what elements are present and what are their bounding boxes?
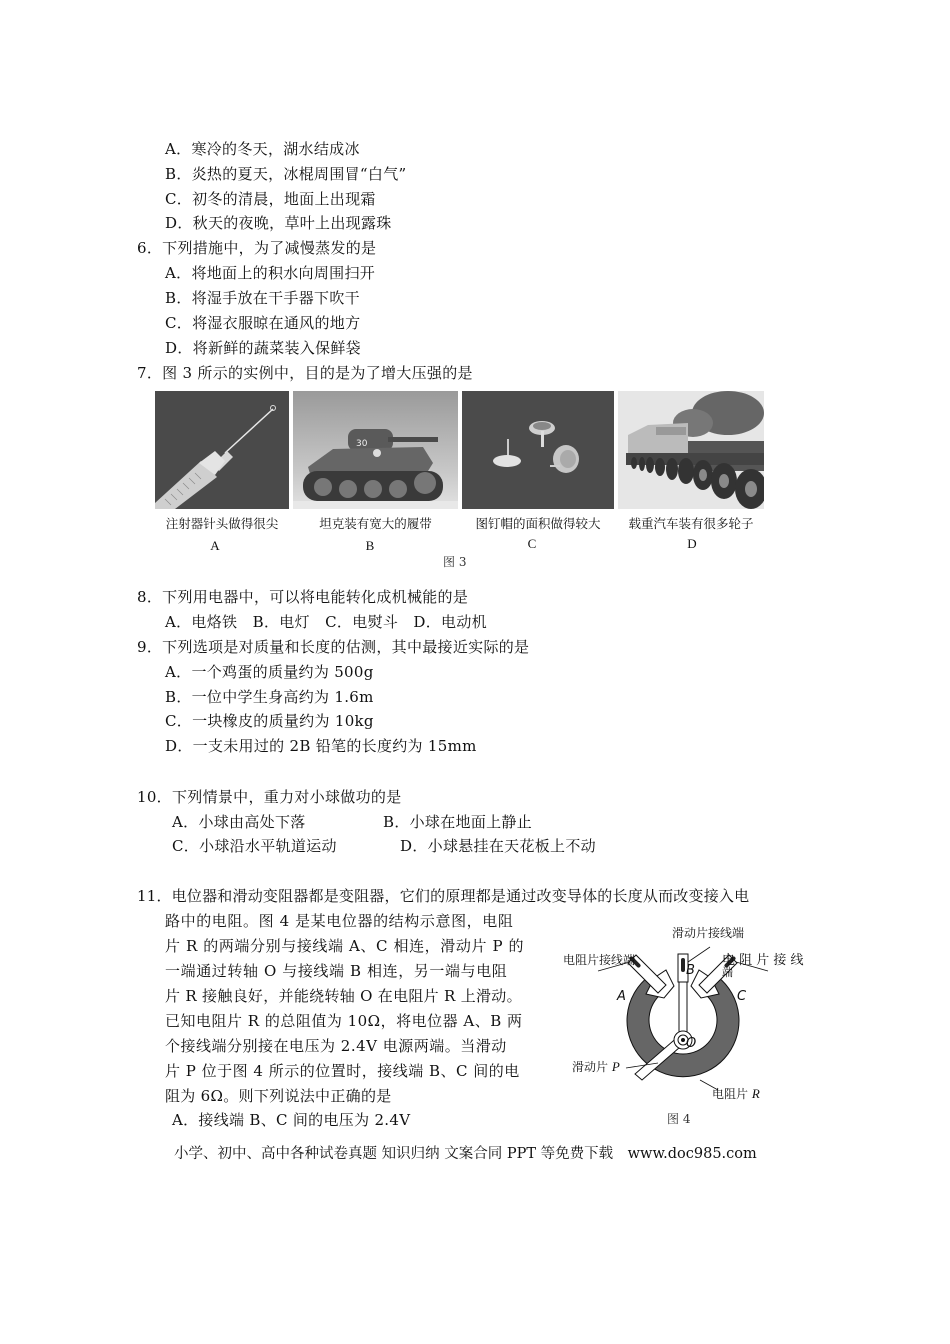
q5-option-c bbox=[165, 189, 376, 209]
heavy-truck-illustration bbox=[618, 391, 764, 509]
option-text: 小球在地面上静止 bbox=[409, 813, 533, 831]
slider-var: P bbox=[611, 1059, 620, 1074]
q5-option-d bbox=[165, 213, 392, 233]
thumbtacks-illustration bbox=[462, 391, 614, 509]
q6-option-b bbox=[165, 288, 360, 308]
letter-d: D bbox=[687, 536, 697, 551]
option-key: A． bbox=[172, 813, 199, 831]
q11-option-a: A．接线端 B、C 间的电压为 2.4V bbox=[172, 1111, 411, 1129]
option-key: C． bbox=[165, 712, 193, 730]
slider-text: 滑动片 bbox=[572, 1060, 609, 1074]
option-key: D． bbox=[400, 837, 428, 855]
option-key: C． bbox=[172, 837, 200, 855]
q6-option-c bbox=[165, 313, 360, 333]
option-key: B． bbox=[165, 688, 192, 706]
option-text: 一个鸡蛋的质量约为 500g bbox=[191, 663, 374, 681]
resistor-var: R bbox=[751, 1086, 760, 1101]
option-key: C． bbox=[165, 314, 193, 332]
option-key: D． bbox=[165, 737, 193, 755]
point-b-label: B bbox=[686, 963, 695, 978]
point-c-label: C bbox=[737, 989, 747, 1004]
option-text: 将地面上的积水向周围扫开 bbox=[191, 264, 376, 282]
tank-illustration bbox=[293, 391, 458, 509]
option-text: 一位中学生身高约为 1.6m bbox=[191, 688, 374, 706]
q11-stem-line1: 11．电位器和滑动变阻器都是变阻器，它们的原理都是通过改变导体的长度从而改变接入电 bbox=[137, 887, 750, 905]
option-key: B． bbox=[165, 289, 192, 307]
q10-option-a bbox=[172, 812, 306, 832]
tank-image bbox=[293, 391, 458, 509]
q10-stem: 10．下列情景中，重力对小球做功的是 bbox=[137, 788, 402, 806]
option-text: 炎热的夏天，冰棍周围冒“白气” bbox=[191, 165, 407, 183]
option-text: 初冬的清晨，地面上出现霜 bbox=[192, 190, 376, 208]
heavy-truck-image bbox=[618, 391, 764, 509]
option-text: 一块橡皮的质量约为 10kg bbox=[192, 712, 374, 730]
syringe-illustration bbox=[155, 391, 289, 509]
syringe-image bbox=[155, 391, 289, 509]
option-key: D． bbox=[165, 214, 193, 232]
q5-option-a bbox=[165, 139, 360, 159]
q6-stem: 6．下列措施中，为了减慢蒸发的是 bbox=[137, 239, 377, 257]
option-key: A． bbox=[165, 264, 192, 282]
q8-options: A．电烙铁 B．电灯 C．电熨斗 D．电动机 bbox=[165, 613, 487, 631]
option-text: 将湿手放在干手器下吹干 bbox=[191, 289, 360, 307]
thumbtacks-image bbox=[462, 391, 614, 509]
option-key: D． bbox=[165, 339, 193, 357]
letter-a: A bbox=[210, 538, 220, 553]
option-text: 将湿衣服晾在通风的地方 bbox=[192, 314, 361, 332]
q10-option-c bbox=[172, 836, 337, 856]
option-text: 小球悬挂在天花板上不动 bbox=[427, 837, 596, 855]
slider-terminal-label: 滑动片接线端 bbox=[672, 926, 745, 940]
figure-3-label: 图 3 bbox=[443, 555, 467, 569]
resistor-label bbox=[712, 1085, 760, 1102]
right-terminal-label-2: 端 bbox=[722, 966, 733, 979]
q11-para-line: 个接线端分别接在电压为 2.4V 电源两端。当滑动 bbox=[165, 1037, 507, 1055]
caption-b: 坦克装有宽大的履带 bbox=[319, 516, 432, 531]
option-text: 小球由高处下落 bbox=[198, 813, 306, 831]
q9-option-a bbox=[165, 662, 374, 682]
q10-option-d bbox=[400, 836, 596, 856]
point-a-label: A bbox=[617, 989, 626, 1004]
q11-para-line: 已知电阻片 R 的总阻值为 10Ω，将电位器 A、B 两 bbox=[165, 1012, 523, 1030]
point-o-label: O bbox=[686, 1036, 697, 1051]
caption-a: 注射器针头做得很尖 bbox=[165, 516, 279, 531]
q8-stem: 8．下列用电器中，可以将电能转化成机械能的是 bbox=[137, 588, 469, 606]
option-key: C． bbox=[165, 190, 193, 208]
q7-stem: 7．图 3 所示的实例中，目的是为了增大压强的是 bbox=[137, 364, 473, 382]
option-key: B． bbox=[165, 165, 192, 183]
option-key: A． bbox=[165, 140, 192, 158]
q6-option-d bbox=[165, 338, 361, 358]
q11-para-line: 片 P 位于图 4 所示的位置时，接线端 B、C 间的电 bbox=[165, 1062, 520, 1080]
q11-para-line: 一端通过转轴 O 与接线端 B 相连，另一端与电阻 bbox=[165, 962, 508, 980]
q9-stem: 9．下列选项是对质量和长度的估测，其中最接近实际的是 bbox=[137, 638, 530, 656]
option-text: 一支未用过的 2B 铅笔的长度约为 15mm bbox=[192, 737, 477, 755]
footer-text: 小学、初中、高中各种试卷真题 知识归纳 文案合同 PPT 等免费下载 www.doc985.com bbox=[174, 1146, 757, 1162]
option-text: 将新鲜的蔬菜装入保鲜袋 bbox=[192, 339, 361, 357]
caption-c: 图钉帽的面积做得较大 bbox=[475, 516, 601, 531]
option-key: B． bbox=[383, 813, 410, 831]
q11-para-line: 阻为 6Ω。则下列说法中正确的是 bbox=[165, 1087, 392, 1105]
q9-option-d bbox=[165, 736, 477, 756]
figure-4-label: 图 4 bbox=[667, 1112, 691, 1126]
slider-label bbox=[572, 1058, 620, 1075]
q11-para-line: 片 R 接触良好，并能绕转轴 O 在电阻片 R 上滑动。 bbox=[165, 987, 522, 1005]
q9-option-c bbox=[165, 711, 374, 731]
option-text: 秋天的夜晚，草叶上出现露珠 bbox=[192, 214, 392, 232]
option-text: 寒冷的冬天，湖水结成冰 bbox=[191, 140, 360, 158]
left-terminal-label: 电阻片接线端 bbox=[563, 953, 636, 967]
option-text: 小球沿水平轨道运动 bbox=[199, 837, 337, 855]
svg-text:30: 30 bbox=[356, 439, 368, 449]
q11-para-line: 片 R 的两端分别与接线端 A、C 相连，滑动片 P 的 bbox=[165, 937, 525, 955]
right-terminal-label-1: 电 阻 片 接 线 bbox=[722, 953, 804, 968]
q5-option-b bbox=[165, 164, 406, 184]
caption-d: 载重汽车装有很多轮子 bbox=[628, 516, 754, 531]
letter-b: B bbox=[365, 538, 375, 553]
q10-option-b bbox=[383, 812, 532, 832]
q11-para-line: 路中的电阻。图 4 是某电位器的结构示意图，电阻 bbox=[165, 912, 514, 930]
option-key: A． bbox=[165, 663, 192, 681]
resistor-text: 电阻片 bbox=[712, 1087, 749, 1101]
q6-option-a bbox=[165, 263, 375, 283]
letter-c: C bbox=[527, 536, 537, 551]
q9-option-b bbox=[165, 687, 374, 707]
